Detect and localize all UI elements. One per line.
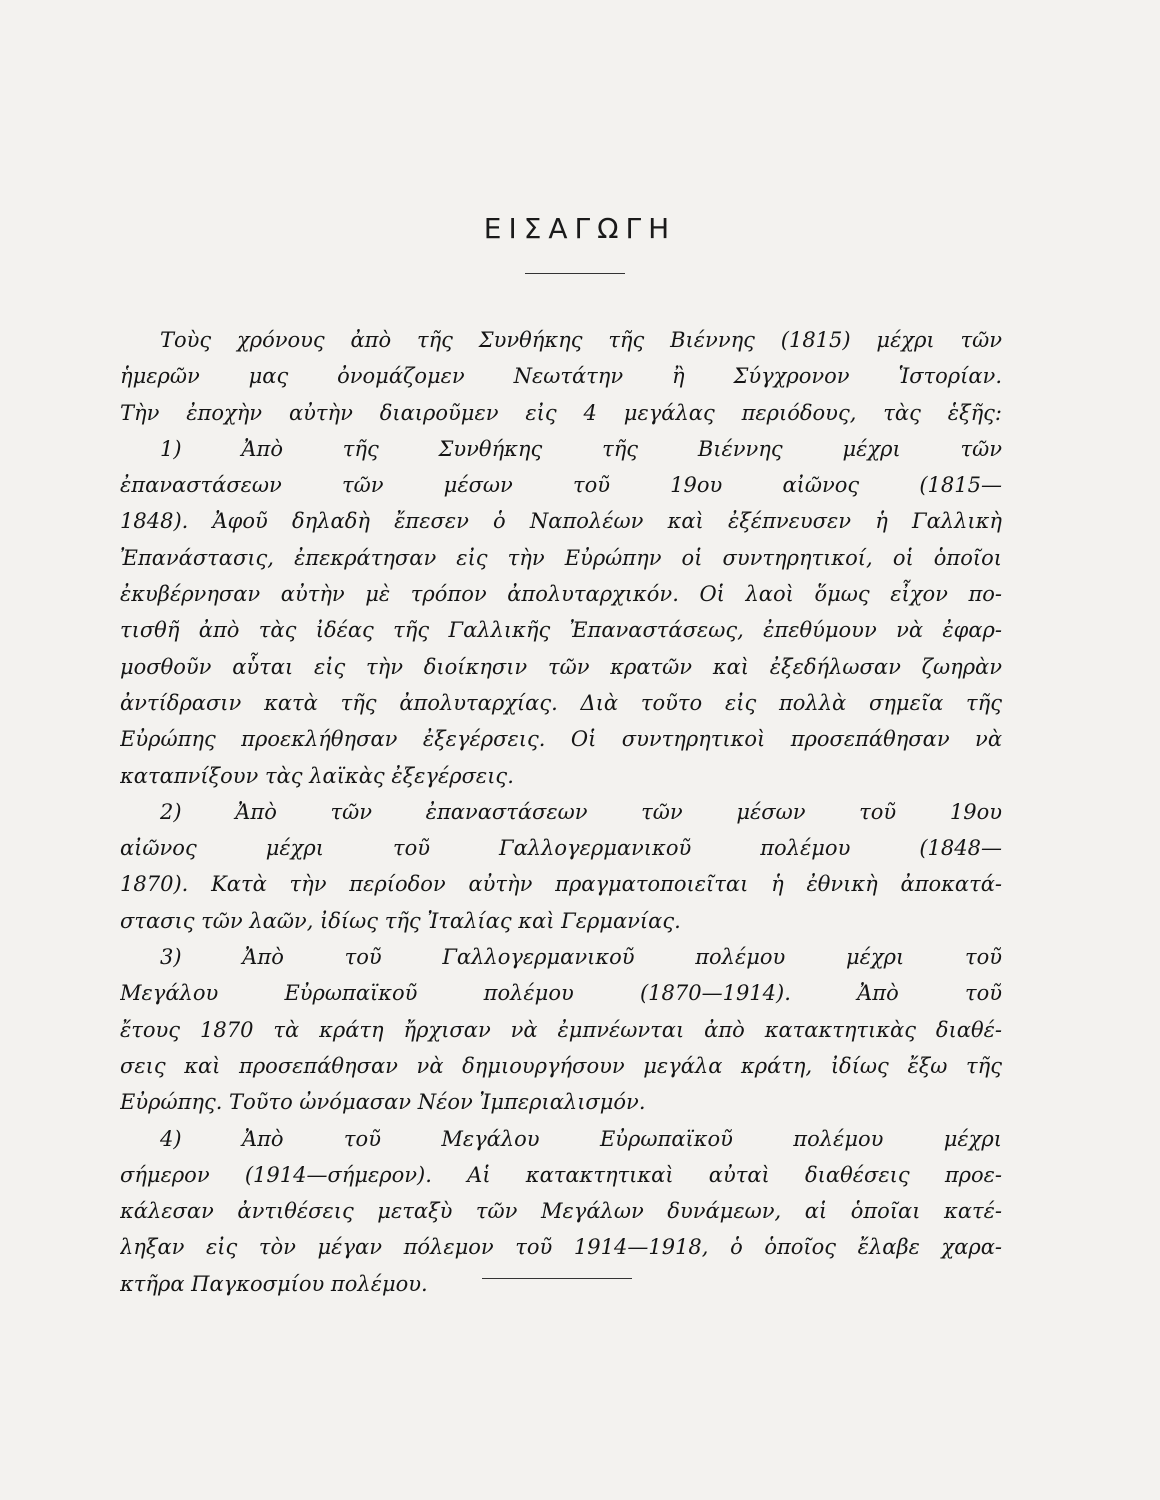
text-line: ἔτους 1870 τὰ κράτη ἤρχισαν νὰ ἐμπνέωνται ἀπὸ κατακτητικὰς διαθέ- bbox=[120, 1017, 1002, 1042]
end-divider bbox=[482, 1278, 632, 1279]
text-line: 1) Ἀπὸ τῆς Συνθήκης τῆς Βιέννης μέχρι τῶν bbox=[160, 436, 1002, 461]
text-line: 3) Ἀπὸ τοῦ Γαλλογερμανικοῦ πολέμου μέχρι τοῦ bbox=[160, 945, 1002, 970]
text-line: 1870). Κατὰ τὴν περίοδον αὐτὴν πραγματοποιεῖται ἡ ἐθνικὴ ἀποκατά- bbox=[120, 872, 1002, 897]
text-line: μοσθοῦν αὗται εἰς τὴν διοίκησιν τῶν κρατῶν καὶ ἐξεδήλωσαν ζωηρὰν bbox=[120, 654, 1002, 679]
text-line: στασις τῶν λαῶν, ἰδίως τῆς Ἰταλίας καὶ Γερμανίας. bbox=[120, 908, 681, 933]
text-line: ληξαν εἰς τὸν μέγαν πόλεμον τοῦ 1914—1918, ὁ ὁποῖος ἔλαβε χαρα- bbox=[120, 1235, 1002, 1260]
text-line: κάλεσαν ἀντιθέσεις μεταξὺ τῶν Μεγάλων δυνάμεων, αἱ ὁποῖαι κατέ- bbox=[120, 1199, 1002, 1224]
text-line: ἐπαναστάσεων τῶν μέσων τοῦ 19ου αἰῶνος (1815— bbox=[120, 473, 1002, 498]
text-line: ἀντίδρασιν κατὰ τῆς ἀπολυταρχίας. Διὰ τοῦτο εἰς πολλὰ σημεῖα τῆς bbox=[120, 690, 1002, 715]
text-line: Τὴν ἐποχὴν αὐτὴν διαιροῦμεν εἰς 4 μεγάλας περιόδους, τὰς ἑξῆς: bbox=[120, 400, 1002, 425]
title-underline-divider bbox=[525, 273, 625, 274]
text-line: ἡμερῶν μας ὀνομάζομεν Νεωτάτην ἢ Σύγχρονον Ἱστορίαν. bbox=[120, 364, 1002, 389]
text-line: Εὐρώπης προεκλήθησαν ἐξεγέρσεις. Οἱ συντηρητικοὶ προσεπάθησαν νὰ bbox=[120, 727, 1002, 752]
text-line: ἐκυβέρνησαν αὐτὴν μὲ τρόπον ἀπολυταρχικόν. Οἱ λαοὶ ὅμως εἶχον πο- bbox=[120, 582, 1002, 607]
text-line: Μεγάλου Εὐρωπαϊκοῦ πολέμου (1870—1914). Ἀπὸ τοῦ bbox=[120, 981, 1002, 1006]
text-line: Εὐρώπης. Τοῦτο ὠνόμασαν Νέον Ἰμπεριαλισμόν. bbox=[120, 1090, 646, 1115]
text-line: σήμερον (1914—σήμερον). Αἱ κατακτητικαὶ αὐταὶ διαθέσεις προε- bbox=[120, 1162, 1002, 1187]
text-line: σεις καὶ προσεπάθησαν νὰ δημιουργήσουν μεγάλα κράτη, ἰδίως ἔξω τῆς bbox=[120, 1053, 1002, 1078]
text-line: Ἐπανάστασις, ἐπεκράτησαν εἰς τὴν Εὐρώπην οἱ συντηρητικοί, οἱ ὁποῖοι bbox=[120, 545, 1002, 570]
body-text bbox=[120, 322, 1002, 1302]
text-line: αἰῶνος μέχρι τοῦ Γαλλογερμανικοῦ πολέμου (1848— bbox=[120, 836, 1002, 861]
text-line: κτῆρα Παγκοσμίου πολέμου. bbox=[120, 1271, 428, 1296]
text-line: 4) Ἀπὸ τοῦ Μεγάλου Εὐρωπαϊκοῦ πολέμου μέχρι bbox=[160, 1126, 1002, 1151]
page-title: ΕΙΣΑΓΩΓΗ bbox=[483, 212, 677, 245]
text-line: καταπνίξουν τὰς λαϊκὰς ἐξεγέρσεις. bbox=[120, 763, 514, 788]
text-line: 1848). Ἀφοῦ δηλαδὴ ἔπεσεν ὁ Ναπολέων καὶ ἐξέπνευσεν ἡ Γαλλικὴ bbox=[120, 509, 1002, 534]
text-line: τισθῆ ἀπὸ τὰς ἰδέας τῆς Γαλλικῆς Ἐπαναστάσεως, ἐπεθύμουν νὰ ἐφαρ- bbox=[120, 618, 1002, 643]
text-line: 2) Ἀπὸ τῶν ἐπαναστάσεων τῶν μέσων τοῦ 19ου bbox=[160, 799, 1002, 824]
text-line: Τοὺς χρόνους ἀπὸ τῆς Συνθήκης τῆς Βιέννης (1815) μέχρι τῶν bbox=[160, 328, 1002, 352]
